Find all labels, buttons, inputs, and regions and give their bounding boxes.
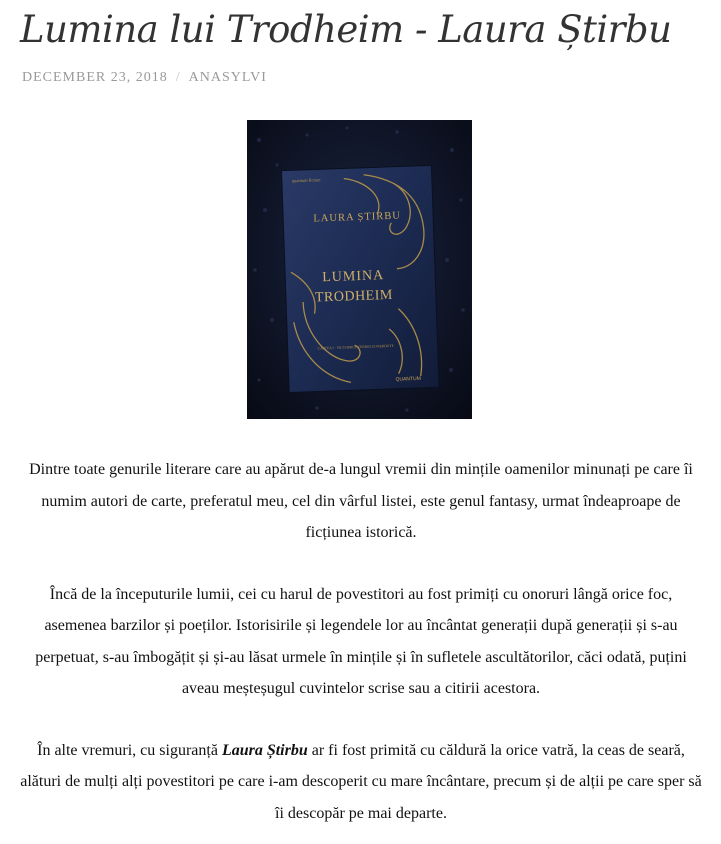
post-meta [22,70,267,86]
post-date-link[interactable]: DECEMBER 23, 2018 [22,70,168,85]
paragraph-3 [18,735,704,830]
cover-title-line2: TRODHEIM [314,287,394,306]
paragraph-3-end: ar fi fost primită cu căldură la orice vatră, la ceas de seară, alături de mulți alți povestitori pe care i-am descoperit cu mare încântare, precum și de alții pe care sper să îi descopăr pe mai departe. [20,741,702,822]
author-name-emphasis: Laura Știrbu [221,741,308,759]
paragraph-1: Dintre toate genurile literare care au apărut de-a lungul vremii din mințile oamenilor minunați pe care îi numim autori de carte, preferatul meu, cel din vârful listei, este genul fantasy, urmat îndeaproape de ficțiunea istorică. [29,461,693,541]
paragraph-3-start: În alte vremuri, cu siguranță [37,741,222,759]
post-author-link[interactable]: ANASYLVI [188,70,267,85]
post-title[interactable]: Lumina lui Trodheim - Laura Știrbu [20,8,672,51]
cover-imprint: QUANTUM [395,375,421,383]
cover-subtitle: CARTEA I · VICTORIILE VERDELUI PIERDUTE [317,343,394,351]
cover-title-line1: LUMINA [321,268,385,286]
cover-author: LAURA ȘTIRBU [313,210,402,225]
cover-publisher-mark: quantum fiction [291,177,321,184]
post-content [18,454,704,844]
paragraph-2: Încă de la începuturile lumii, cei cu harul de povestitori au fost primiți cu onoruri lângă orice foc, asemenea barzilor și poeților. Istorisirile și legendele lor au încântat generații după generații și s-au perpetuat, s-au îmbogățit și și-au lăsat urmele în mințile și în sufletele ascultătorilor, căci odată, puțini aveau meșteșugul cuvintelor scrise sau a citirii acestora. [35,585,687,697]
meta-separator: / [175,70,181,85]
book-cover-image [247,120,472,419]
